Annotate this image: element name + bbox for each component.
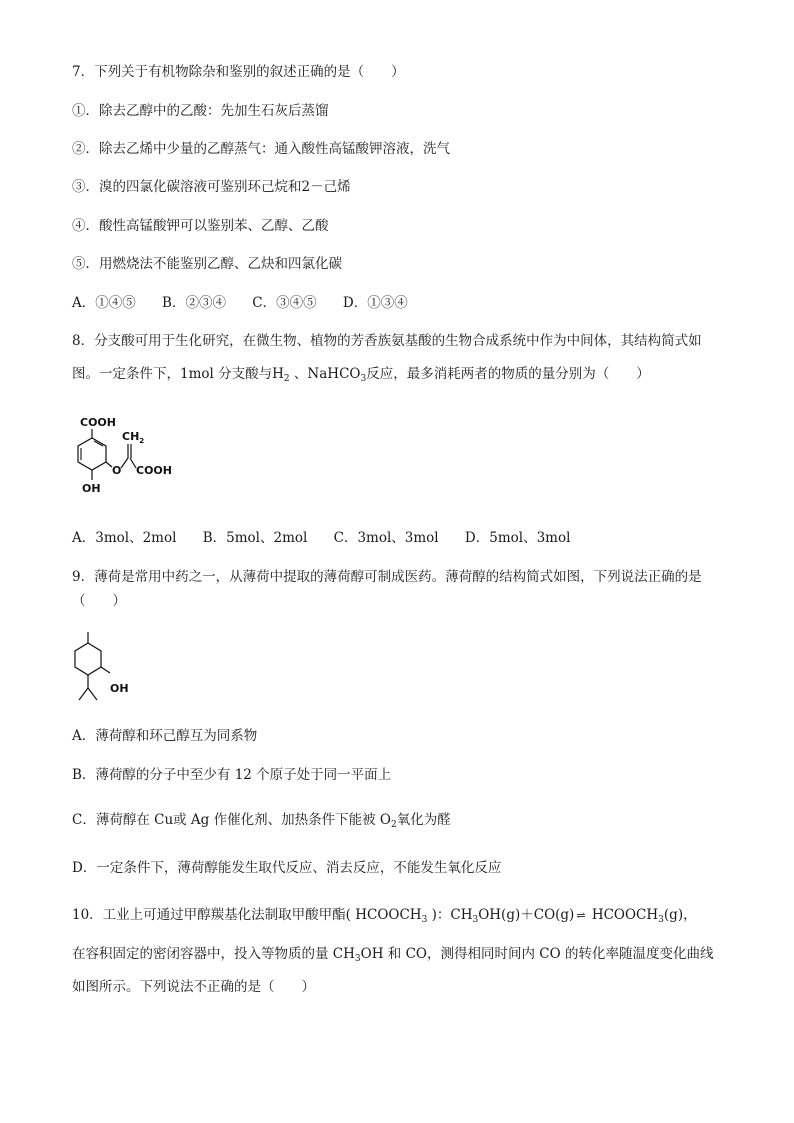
q10-sub-2: 3	[472, 915, 479, 925]
q7-option-a[interactable]: A．①④⑤	[72, 295, 136, 311]
q10-text-a: 10．工业上可通过甲醇羰基化法制取甲酸甲酯( HCOOCH	[72, 907, 422, 923]
q10-text-d: HCOOCH	[587, 907, 659, 923]
q10-text-e: (g)，	[663, 907, 697, 923]
q10-text-f: 在容积固定的密闭容器中，投入等物质的量 CH	[72, 946, 355, 962]
q8-stem-line2	[72, 364, 650, 384]
q8-option-d[interactable]: D．5mol、3mol	[464, 530, 571, 546]
q8-option-b[interactable]: B．5mol、2mol	[202, 530, 308, 546]
q9-o2-subscript: 2	[390, 820, 397, 830]
q7-item-1: ①．除去乙醇中的乙酸：先加生石灰后蒸馏	[72, 103, 329, 119]
q9-stem-line1: 9．薄荷是常用中药之一，从薄荷中提取的薄荷醇可制成医药。薄荷醇的结构简式如图，下列说法正确的是	[72, 569, 702, 585]
struct-cooh-top: COOH	[80, 416, 116, 429]
q7-option-b[interactable]: B．②③④	[162, 295, 226, 311]
q8-option-c[interactable]: C．3mol、3mol	[333, 530, 439, 546]
q8-stem-text-c: 反应，最多消耗两者的物质的量分别为（ ）	[366, 366, 650, 382]
q9-option-d[interactable]: D．一定条件下，薄荷醇能发生取代反应、消去反应，不能发生氧化反应	[72, 860, 502, 876]
q7-option-c[interactable]: C．③④⑤	[252, 295, 317, 311]
q10-text-b: )：CH	[427, 907, 473, 923]
chorismic-acid-structure	[70, 412, 190, 504]
q9-option-b[interactable]: B．薄荷醇的分子中至少有 12 个原子处于同一平面上	[72, 767, 392, 783]
q8-option-a[interactable]: A．3mol、2mol	[72, 530, 177, 546]
q8-stem-text-b: 、NaHCO	[289, 366, 361, 382]
q10-line2	[72, 944, 713, 964]
q10-line3: 如图所示。下列说法不正确的是（ ）	[72, 979, 315, 995]
q8-stem-line1: 8．分支酸可用于生化研究，在微生物、植物的芳香族氨基酸的生物合成系统中作为中间体，其结构简式如	[72, 333, 702, 349]
q7-item-5: ⑤．用燃烧法不能鉴别乙醇、乙炔和四氯化碳	[72, 256, 342, 272]
q7-item-4: ④．酸性高锰酸钾可以鉴别苯、乙醇、乙酸	[72, 218, 329, 234]
q10-text-c: OH(g)＋CO(g)	[478, 907, 575, 923]
q10-sub-3: 3	[658, 915, 664, 925]
q10-text-g: OH 和 CO，测得相同时间内 CO 的转化率随温度变化曲线	[360, 946, 714, 962]
q10-sub-4: 3	[354, 954, 361, 964]
q7-item-3: ③．溴的四氯化碳溶液可鉴别环己烷和2－己烯	[72, 179, 351, 195]
q10-sub-1: 3	[421, 915, 428, 925]
struct-oh: OH	[82, 482, 101, 495]
q9-option-c-text-b: 氧化为醛	[396, 812, 451, 828]
q9-stem-line2: （ ）	[72, 593, 126, 609]
struct-cooh-right: COOH	[136, 464, 172, 477]
struct-menthol-oh: OH	[110, 682, 129, 695]
q9-option-a[interactable]: A．薄荷醇和环己醇互为同系物	[72, 728, 258, 744]
struct-o: O	[112, 464, 122, 477]
q9-option-c[interactable]	[72, 810, 451, 830]
q7-option-d[interactable]: D．①③④	[342, 295, 408, 311]
q8-stem-text-a: 图。一定条件下，1mol 分支酸与H	[72, 366, 284, 382]
q9-option-c-text-a: C．薄荷醇在 Cu或 Ag 作催化剂、加热条件下能被 O	[72, 812, 391, 828]
menthol-structure	[68, 628, 148, 706]
q7-item-2: ②．除去乙烯中少量的乙醇蒸气：通入酸性高锰酸钾溶液，洗气	[72, 141, 450, 157]
q7-stem: 7．下列关于有机物除杂和鉴别的叙述正确的是（ ）	[72, 64, 405, 80]
q8-options	[72, 528, 592, 548]
q7-options	[72, 293, 430, 313]
q8-nahco3-subscript: 3	[360, 374, 367, 384]
equilibrium-arrow-icon: ⇌	[576, 908, 586, 922]
struct-ch2: $CH_2$	[122, 430, 145, 445]
q8-h2-subscript: 2	[283, 374, 290, 384]
q10-line1	[72, 905, 697, 925]
